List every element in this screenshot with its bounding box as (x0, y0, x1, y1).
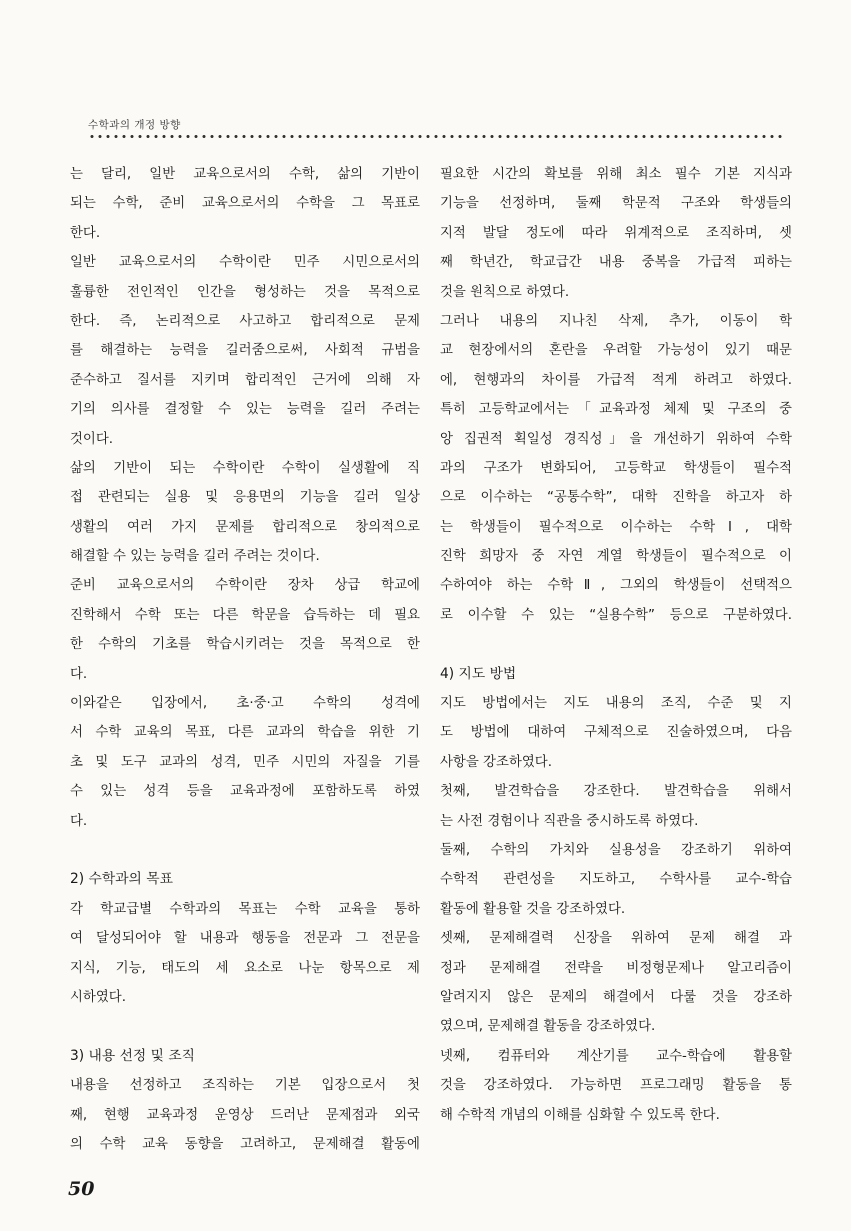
text-line: 로 이수할 수 있는 “실용수학” 등으로 구분하였다. (440, 607, 792, 623)
text-line: 지식, 기능, 태도의 세 요소로 나눈 항목으로 제 (70, 960, 420, 976)
text-line: 것을 원칙으로 하였다. (440, 284, 570, 300)
text-line: 특히 고등학교에서는「교육과정 체제 및 구조의 중 (440, 402, 792, 418)
text-line: 한 수학의 기초를 학습시키려는 것을 목적으로 한 (70, 637, 420, 653)
text-line: 기능을 선정하며, 둘째 학문적 구조와 학생들의 (440, 196, 792, 212)
text-line: 준수하고 질서를 지키며 합리적인 근거에 의해 자 (70, 372, 420, 388)
text-line: 알려지지 않은 문제의 해결에서 다룰 것을 강조하 (440, 989, 792, 1005)
text-line: 지적 발달 정도에 따라 위계적으로 조직하며, 셋 (440, 225, 792, 241)
text-line: 여 달성되어야 할 내용과 행동을 전문과 그 전문을 (70, 931, 420, 947)
text-line: 필요한 시간의 확보를 위해 최소 필수 기본 지식과 (440, 167, 792, 182)
text-line: 서 수학 교육의 목표, 다른 교과의 학습을 위한 기 (70, 725, 420, 741)
text-line: 수학적 관련성을 지도하고, 수학사를 교수-학습 (440, 872, 792, 888)
text-line: 해결할 수 있는 능력을 길러 주려는 것이다. (70, 549, 320, 565)
text-line: 수 있는 성격 등을 교육과정에 포함하도록 하였 (70, 784, 420, 800)
text-line: 내용을 선정하고 조직하는 기본 입장으로서 첫 (70, 1078, 420, 1094)
right-column (440, 160, 792, 1130)
text-line: 였으며, 문제해결 활동을 강조하였다. (440, 1019, 656, 1035)
text-line: 는 학생들이 필수적으로 이수하는 수학Ⅰ, 대학 (440, 519, 792, 535)
text-line: 과의 구조가 변화되어, 고등학교 학생들이 필수적 (440, 460, 792, 476)
dotted-divider (88, 134, 786, 139)
text-line: 초 및 도구 교과의 성격, 민주 시민의 자질을 기를 (70, 754, 420, 770)
paragraph-gap (440, 630, 792, 659)
text-line: 준비 교육으로서의 수학이란 장차 상급 학교에 (70, 578, 420, 594)
text-line: 에, 현행과의 차이를 가급적 적게 하려고 하였다. (440, 372, 792, 388)
text-line: 활동에 활용할 것을 강조하였다. (440, 901, 626, 917)
text-line: 셋째, 문제해결력 신장을 위하여 문제 해결 과 (440, 931, 792, 947)
text-line: 를 해결하는 능력을 길러줌으로써, 사회적 규범을 (70, 343, 420, 359)
text-line: 다. (70, 666, 88, 682)
text-line: 것이다. (70, 431, 114, 447)
text-line: 각 학교급별 수학과의 목표는 수학 교육을 통하 (70, 901, 420, 917)
section-heading: 4) 지도 방법 (440, 665, 517, 682)
left-column (70, 160, 420, 1159)
text-line: 일반 교육으로서의 수학이란 민주 시민으로서의 (70, 255, 420, 271)
section-heading: 2) 수학과의 목표 (70, 871, 173, 888)
text-line: 접 관련되는 실용 및 응용면의 기능을 길러 일상 (70, 490, 420, 506)
text-line: 는 사전 경험이나 직관을 중시하도록 하였다. (440, 813, 699, 829)
text-line: 수하여야 하는 수학Ⅱ, 그외의 학생들이 선택적으 (440, 578, 792, 594)
text-line: 의 수학 교육 동향을 고려하고, 문제해결 활동에 (70, 1136, 420, 1152)
text-line: 둘째, 수학의 가치와 실용성을 강조하기 위하여 (440, 842, 792, 858)
text-line: 정과 문제해결 전략을 비정형문제나 알고리즘이 (440, 960, 792, 976)
text-line: 첫째, 발견학습을 강조한다. 발견학습을 위해서 (440, 784, 792, 800)
text-line: 지도 방법에서는 지도 내용의 조직, 수준 및 지 (440, 696, 792, 712)
text-line: 해 수학적 개념의 이해를 심화할 수 있도록 한다. (440, 1107, 720, 1123)
text-line: 진학해서 수학 또는 다른 학문을 습득하는 데 필요 (70, 607, 420, 623)
text-line: 훌륭한 전인적인 인간을 형성하는 것을 목적으로 (70, 284, 420, 300)
paragraph-gap (70, 836, 420, 865)
paragraph-gap (70, 1012, 420, 1041)
text-line: 생활의 여러 가지 문제를 합리적으로 창의적으로 (70, 519, 420, 535)
text-line: 넷째, 컴퓨터와 계산기를 교수-학습에 활용할 (440, 1048, 792, 1064)
text-line: 기의 의사를 결정할 수 있는 능력을 길러 주려는 (70, 402, 420, 418)
text-line: 것을 강조하였다. 가능하면 프로그래밍 활동을 통 (440, 1078, 792, 1094)
text-line: 그러나 내용의 지나친 삭제, 추가, 이동이 학 (440, 313, 792, 329)
text-line: 사항을 강조하였다. (440, 754, 552, 770)
text-line: 시하였다. (70, 989, 126, 1005)
text-line: 한다. 즉, 논리적으로 사고하고 합리적으로 문제 (70, 313, 420, 329)
text-line: 앙 집권적 획일성 경직성」을 개선하기 위하여 수학 (440, 431, 792, 447)
text-line: 이와같은 입장에서, 초·중·고 수학의 성격에 (70, 696, 420, 712)
page-number: 50 (68, 1178, 95, 1200)
text-line: 으로 이수하는 “공통수학”, 대학 진학을 하고자 하 (440, 490, 792, 506)
text-line: 되는 수학, 준비 교육으로서의 수학을 그 목표로 (70, 196, 420, 212)
running-title: 수학과의 개정 방향 (88, 119, 181, 131)
text-line: 도 방법에 대하여 구체적으로 진술하였으며, 다음 (440, 725, 792, 741)
text-line: 한다. (70, 225, 101, 241)
text-line: 는 달리, 일반 교육으로서의 수학, 삶의 기반이 (70, 167, 420, 182)
section-heading: 3) 내용 선정 및 조직 (70, 1047, 195, 1064)
text-line: 교 현장에서의 혼란을 우려할 가능성이 있기 때문 (440, 343, 792, 359)
text-line: 삶의 기반이 되는 수학이란 수학이 실생활에 직 (70, 460, 420, 476)
text-line: 째, 현행 교육과정 운영상 드러난 문제점과 외국 (70, 1107, 420, 1123)
text-line: 다. (70, 813, 88, 829)
text-line: 진학 희망자 중 자연 계열 학생들이 필수적으로 이 (440, 549, 792, 565)
text-line: 째 학년간, 학교급간 내용 중복을 가급적 피하는 (440, 255, 792, 271)
